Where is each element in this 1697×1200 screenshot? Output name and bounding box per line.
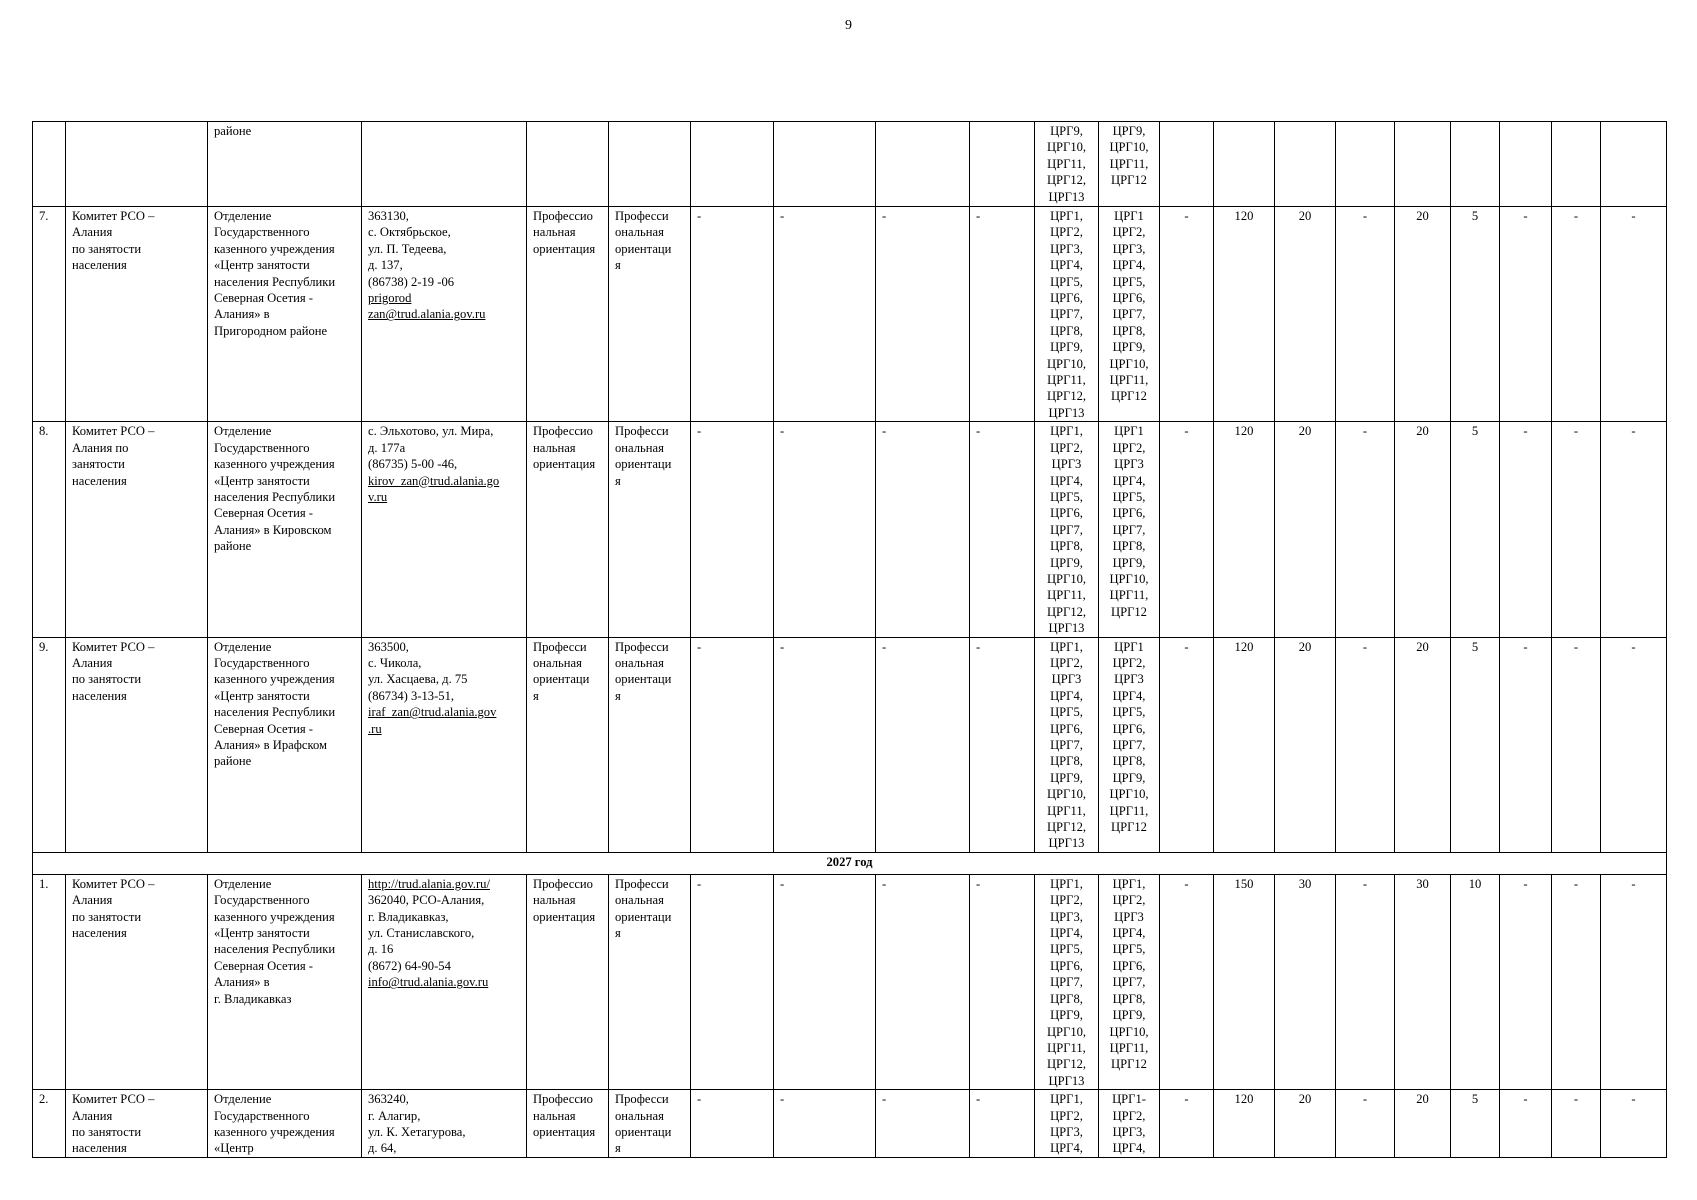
cell-n2: 120 xyxy=(1214,422,1275,637)
cell-d3 xyxy=(876,122,970,207)
cell-n5: 20 xyxy=(1395,637,1451,852)
cell-organization: Отделение Государственного казенного учреждения «Центр занятости населения Республики Северная Осетия - Алания» в Ирафском районе xyxy=(208,637,362,852)
cell-n5: 20 xyxy=(1395,207,1451,422)
cell-d2: - xyxy=(774,874,876,1089)
cell-type2: Професси ональная ориентаци я xyxy=(609,422,691,637)
cell-address xyxy=(362,422,527,637)
cell-n8: - xyxy=(1552,422,1601,637)
cell-n8: - xyxy=(1552,874,1601,1089)
cell-n4: - xyxy=(1336,422,1395,637)
cell-n9: - xyxy=(1601,637,1667,852)
cell-n3: 20 xyxy=(1275,207,1336,422)
address-text: 363500, с. Чикола, ул. Хасцаева, д. 75 (86734) 3-13-51, xyxy=(368,639,468,703)
cell-type1: Професси ональная ориентаци я xyxy=(527,637,609,852)
cell-num: 8. xyxy=(33,422,66,637)
cell-d4: - xyxy=(970,422,1035,637)
address-text: с. Эльхотово, ул. Мира, д. 177а (86735) 5-00 -46, xyxy=(368,424,494,472)
cell-n2: 120 xyxy=(1214,1090,1275,1158)
cell-codes-a: ЦРГ1, ЦРГ2, ЦРГ3, ЦРГ4, ЦРГ5, ЦРГ6, ЦРГ7, ЦРГ8, ЦРГ9, ЦРГ10, ЦРГ11, ЦРГ12, ЦРГ13 xyxy=(1035,207,1099,422)
cell-d4: - xyxy=(970,207,1035,422)
cell-n2: 120 xyxy=(1214,637,1275,852)
cell-type2: Професси ональная ориентаци я xyxy=(609,637,691,852)
cell-n4: - xyxy=(1336,637,1395,852)
cell-n4: - xyxy=(1336,874,1395,1089)
cell-d4 xyxy=(970,122,1035,207)
cell-n6: 5 xyxy=(1451,1090,1500,1158)
table-row xyxy=(33,207,1667,422)
cell-codes-b: ЦРГ1 ЦРГ2, ЦРГ3, ЦРГ4, ЦРГ5, ЦРГ6, ЦРГ7, ЦРГ8, ЦРГ9, ЦРГ10, ЦРГ11, ЦРГ12 xyxy=(1099,207,1160,422)
cell-n2: 120 xyxy=(1214,207,1275,422)
cell-codes-a: ЦРГ9, ЦРГ10, ЦРГ11, ЦРГ12, ЦРГ13 xyxy=(1035,122,1099,207)
cell-type2: Професси ональная ориентаци я xyxy=(609,207,691,422)
cell-type1: Профессио нальная ориентация xyxy=(527,207,609,422)
email-link[interactable]: prigorod zan@trud.alania.gov.ru xyxy=(368,291,486,322)
cell-organization: районе xyxy=(208,122,362,207)
address-text: 362040, РСО-Алания, г. Владикавказ, ул. Станиславского, д. 16 (8672) 64-90-54 xyxy=(368,893,485,973)
cell-address xyxy=(362,207,527,422)
cell-n2: 150 xyxy=(1214,874,1275,1089)
cell-n7: - xyxy=(1500,1090,1552,1158)
email-link[interactable]: iraf_zan@trud.alania.gov .ru xyxy=(368,705,497,736)
cell-n3: 20 xyxy=(1275,1090,1336,1158)
cell-d2 xyxy=(774,122,876,207)
address-text: 363130, с. Октябрьское, ул. П. Тедеева, д. 137, (86738) 2-19 -06 xyxy=(368,209,455,289)
cell-n5: 20 xyxy=(1395,422,1451,637)
cell-n3: 20 xyxy=(1275,422,1336,637)
cell-type2 xyxy=(609,122,691,207)
cell-d1: - xyxy=(691,874,774,1089)
cell-num: 2. xyxy=(33,1090,66,1158)
cell-d3: - xyxy=(876,207,970,422)
cell-d2: - xyxy=(774,207,876,422)
cell-codes-b: ЦРГ1- ЦРГ2, ЦРГ3, ЦРГ4, xyxy=(1099,1090,1160,1158)
cell-committee: Комитет РСО – Алания по занятости населения xyxy=(66,207,208,422)
cell-committee: Комитет РСО – Алания по занятости населения xyxy=(66,422,208,637)
cell-n6: 5 xyxy=(1451,637,1500,852)
cell-d1: - xyxy=(691,207,774,422)
cell-codes-a: ЦРГ1, ЦРГ2, ЦРГ3 ЦРГ4, ЦРГ5, ЦРГ6, ЦРГ7, ЦРГ8, ЦРГ9, ЦРГ10, ЦРГ11, ЦРГ12, ЦРГ13 xyxy=(1035,637,1099,852)
cell-committee xyxy=(66,122,208,207)
table-row xyxy=(33,422,1667,637)
cell-type2: Професси ональная ориентаци я xyxy=(609,1090,691,1158)
services-table xyxy=(32,121,1667,1158)
cell-n4: - xyxy=(1336,1090,1395,1158)
cell-n1: - xyxy=(1160,1090,1214,1158)
cell-n9: - xyxy=(1601,207,1667,422)
cell-n8: - xyxy=(1552,207,1601,422)
cell-codes-a: ЦРГ1, ЦРГ2, ЦРГ3, ЦРГ4, xyxy=(1035,1090,1099,1158)
cell-d1 xyxy=(691,122,774,207)
cell-n7: - xyxy=(1500,874,1552,1089)
cell-codes-b: ЦРГ1, ЦРГ2, ЦРГ3 ЦРГ4, ЦРГ5, ЦРГ6, ЦРГ7, ЦРГ8, ЦРГ9, ЦРГ10, ЦРГ11, ЦРГ12 xyxy=(1099,874,1160,1089)
cell-d1: - xyxy=(691,422,774,637)
cell-d3: - xyxy=(876,874,970,1089)
cell-type1 xyxy=(527,122,609,207)
cell-n7: - xyxy=(1500,637,1552,852)
page-number: 9 xyxy=(845,18,852,33)
cell-d2: - xyxy=(774,1090,876,1158)
cell-n7: - xyxy=(1500,422,1552,637)
cell-d2: - xyxy=(774,637,876,852)
cell-n8: - xyxy=(1552,1090,1601,1158)
cell-n9: - xyxy=(1601,874,1667,1089)
email-link[interactable]: kirov_zan@trud.alania.go v.ru xyxy=(368,473,500,504)
cell-type1: Профессио нальная ориентация xyxy=(527,422,609,637)
cell-address xyxy=(362,637,527,852)
cell-type2: Професси ональная ориентаци я xyxy=(609,874,691,1089)
cell-n6: 5 xyxy=(1451,422,1500,637)
cell-d3: - xyxy=(876,422,970,637)
table-row xyxy=(33,1090,1667,1158)
cell-codes-a: ЦРГ1, ЦРГ2, ЦРГ3 ЦРГ4, ЦРГ5, ЦРГ6, ЦРГ7, ЦРГ8, ЦРГ9, ЦРГ10, ЦРГ11, ЦРГ12, ЦРГ13 xyxy=(1035,422,1099,637)
cell-organization: Отделение Государственного казенного учреждения «Центр занятости населения Республики Северная Осетия - Алания» в Пригородном районе xyxy=(208,207,362,422)
cell-n1: - xyxy=(1160,207,1214,422)
cell-n9: - xyxy=(1601,1090,1667,1158)
cell-n8: - xyxy=(1552,637,1601,852)
table-row xyxy=(33,637,1667,852)
cell-n4: - xyxy=(1336,207,1395,422)
cell-n9: - xyxy=(1601,422,1667,637)
cell-d1: - xyxy=(691,1090,774,1158)
cell-address xyxy=(362,874,527,1089)
cell-organization: Отделение Государственного казенного учреждения «Центр занятости населения Республики Северная Осетия - Алания» в г. Владикавказ xyxy=(208,874,362,1089)
table-row xyxy=(33,122,1667,207)
cell-committee: Комитет РСО – Алания по занятости населения xyxy=(66,1090,208,1158)
cell-num: 9. xyxy=(33,637,66,852)
cell-d3: - xyxy=(876,637,970,852)
cell-n1: - xyxy=(1160,637,1214,852)
cell-n6: 10 xyxy=(1451,874,1500,1089)
cell-d4: - xyxy=(970,874,1035,1089)
cell-codes-b: ЦРГ1 ЦРГ2, ЦРГ3 ЦРГ4, ЦРГ5, ЦРГ6, ЦРГ7, ЦРГ8, ЦРГ9, ЦРГ10, ЦРГ11, ЦРГ12 xyxy=(1099,422,1160,637)
cell-d4: - xyxy=(970,637,1035,852)
cell-d4: - xyxy=(970,1090,1035,1158)
website-link[interactable]: http://trud.alania.gov.ru/ xyxy=(368,876,490,891)
cell-num: 1. xyxy=(33,874,66,1089)
cell-d2: - xyxy=(774,422,876,637)
cell-organization: Отделение Государственного казенного учреждения «Центр занятости населения Республики Северная Осетия - Алания» в Кировском районе xyxy=(208,422,362,637)
cell-committee: Комитет РСО – Алания по занятости населения xyxy=(66,874,208,1089)
cell-codes-b: ЦРГ9, ЦРГ10, ЦРГ11, ЦРГ12 xyxy=(1099,122,1160,207)
cell-num: 7. xyxy=(33,207,66,422)
cell-committee: Комитет РСО – Алания по занятости населения xyxy=(66,637,208,852)
year-row xyxy=(33,852,1667,874)
cell-n7: - xyxy=(1500,207,1552,422)
table-row xyxy=(33,874,1667,1089)
cell-n5: 20 xyxy=(1395,1090,1451,1158)
cell-n3: 20 xyxy=(1275,637,1336,852)
cell-n3: 30 xyxy=(1275,874,1336,1089)
cell-address xyxy=(362,122,527,207)
year-heading: 2027 год xyxy=(33,852,1667,874)
cell-type1: Профессио нальная ориентация xyxy=(527,874,609,1089)
email-link[interactable]: info@trud.alania.gov.ru xyxy=(368,975,489,990)
cell-codes-a: ЦРГ1, ЦРГ2, ЦРГ3, ЦРГ4, ЦРГ5, ЦРГ6, ЦРГ7, ЦРГ8, ЦРГ9, ЦРГ10, ЦРГ11, ЦРГ12, ЦРГ13 xyxy=(1035,874,1099,1089)
cell-organization: Отделение Государственного казенного учреждения «Центр xyxy=(208,1090,362,1158)
cell-address: 363240, г. Алагир, ул. К. Хетагурова, д. 64, xyxy=(362,1090,527,1158)
cell-num xyxy=(33,122,66,207)
cell-d1: - xyxy=(691,637,774,852)
cell-n6: 5 xyxy=(1451,207,1500,422)
cell-d3: - xyxy=(876,1090,970,1158)
cell-type1: Профессио нальная ориентация xyxy=(527,1090,609,1158)
cell-n1: - xyxy=(1160,874,1214,1089)
cell-codes-b: ЦРГ1 ЦРГ2, ЦРГ3 ЦРГ4, ЦРГ5, ЦРГ6, ЦРГ7, ЦРГ8, ЦРГ9, ЦРГ10, ЦРГ11, ЦРГ12 xyxy=(1099,637,1160,852)
cell-n5: 30 xyxy=(1395,874,1451,1089)
cell-n1: - xyxy=(1160,422,1214,637)
